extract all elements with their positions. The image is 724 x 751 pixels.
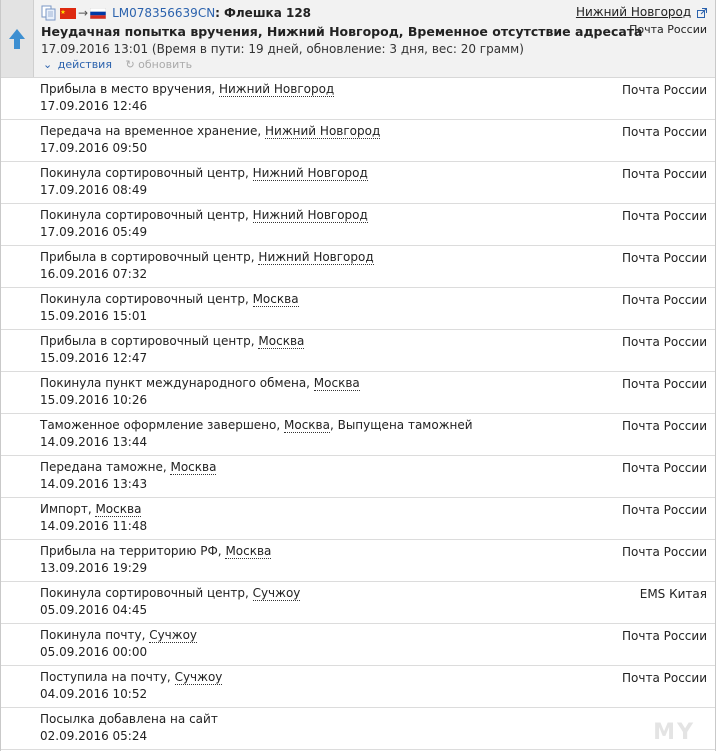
event-service: Почта России (622, 671, 707, 685)
event-row (1, 414, 715, 456)
event-text: Покинула сортировочный центр, (40, 292, 253, 306)
event-row (1, 498, 715, 540)
event-text: Прибыла в сортировочный центр, (40, 250, 259, 264)
event-row (1, 708, 715, 750)
actions-label: действия (57, 58, 112, 71)
event-description (40, 292, 715, 309)
event-service: Почта России (622, 167, 707, 181)
event-row (1, 456, 715, 498)
event-datetime: 05.09.2016 00:00 (40, 645, 148, 659)
event-service: Почта России (622, 419, 707, 433)
status-meta: 17.09.2016 13:01 (Время в пути: 19 дней, обновление: 3 дня, вес: 20 грамм) (41, 42, 524, 56)
event-text: Прибыла в место вручения, (40, 82, 219, 96)
event-description (40, 166, 715, 183)
event-datetime: 15.09.2016 10:26 (40, 393, 148, 407)
event-row (1, 372, 715, 414)
event-service: Почта России (622, 293, 707, 307)
event-description (40, 250, 715, 267)
event-row (1, 78, 715, 120)
event-datetime: 15.09.2016 15:01 (40, 309, 148, 323)
event-location-link[interactable]: Москва (225, 544, 272, 558)
event-datetime: 17.09.2016 09:50 (40, 141, 148, 155)
event-location-link[interactable]: Москва (313, 376, 360, 390)
event-description (40, 670, 715, 687)
copy-icon[interactable] (41, 5, 57, 21)
event-datetime: 17.09.2016 12:46 (40, 99, 148, 113)
event-row (1, 624, 715, 666)
event-location-link[interactable]: Нижний Новгород (218, 82, 335, 96)
event-row (1, 582, 715, 624)
event-text: Покинула сортировочный центр, (40, 208, 253, 222)
event-row (1, 330, 715, 372)
event-description (40, 502, 715, 519)
event-location-link[interactable]: Нижний Новгород (265, 124, 381, 138)
event-service: Почта России (622, 209, 707, 223)
event-location-link[interactable]: Москва (170, 460, 217, 474)
event-suffix: , Выпущена таможней (329, 418, 473, 432)
item-name: Флешка 128 (223, 6, 312, 20)
event-location-link[interactable]: Сучжоу (149, 628, 198, 642)
tracking-header (1, 0, 715, 78)
destination-city-link[interactable]: Нижний Новгород (575, 5, 692, 19)
track-colon: : (215, 6, 220, 20)
event-location-link[interactable]: Москва (252, 292, 299, 306)
event-description (40, 124, 715, 141)
event-text: Импорт, (40, 502, 96, 516)
event-datetime: 16.09.2016 07:32 (40, 267, 148, 281)
event-text: Передана таможне, (40, 460, 171, 474)
event-datetime: 17.09.2016 08:49 (40, 183, 148, 197)
event-description (40, 628, 715, 645)
event-description (40, 418, 715, 435)
event-description (40, 376, 715, 393)
event-description (40, 712, 715, 729)
event-datetime: 14.09.2016 13:43 (40, 477, 148, 491)
event-service: EMS Китая (639, 587, 707, 601)
event-row (1, 540, 715, 582)
event-location-link[interactable]: Москва (95, 502, 142, 516)
event-service: Почта России (622, 83, 707, 97)
event-row (1, 162, 715, 204)
actions-menu[interactable] (41, 58, 115, 71)
event-description (40, 208, 715, 225)
event-service: Почта России (622, 335, 707, 349)
russia-flag-icon (90, 8, 106, 19)
current-status: Неудачная попытка вручения, Нижний Новгород, Временное отсутствие адресата (41, 24, 643, 39)
arrow-up-icon (8, 28, 26, 50)
event-location-link[interactable]: Москва (284, 418, 330, 432)
event-row (1, 204, 715, 246)
event-datetime: 14.09.2016 11:48 (40, 519, 148, 533)
event-service: Почта России (622, 545, 707, 559)
event-datetime: 14.09.2016 13:44 (40, 435, 148, 449)
route-arrow: → (78, 6, 89, 20)
event-location-link[interactable]: Сучжоу (174, 670, 223, 684)
china-flag-icon (60, 8, 76, 19)
events-list (1, 78, 715, 750)
event-text: Прибыла в сортировочный центр, (40, 334, 259, 348)
event-text: Таможенное оформление завершено, (40, 418, 284, 432)
watermark: MY (653, 720, 695, 745)
header-service: Почта России (629, 23, 707, 36)
event-datetime: 15.09.2016 12:47 (40, 351, 148, 365)
event-description (40, 460, 715, 477)
event-description (40, 334, 715, 351)
event-row (1, 288, 715, 330)
event-text: Прибыла на территорию РФ, (40, 544, 226, 558)
event-service: Почта России (622, 377, 707, 391)
event-service: Почта России (622, 503, 707, 517)
event-location-link[interactable]: Сучжоу (252, 586, 301, 600)
event-text: Поступила на почту, (40, 670, 175, 684)
event-datetime: 13.09.2016 19:29 (40, 561, 148, 575)
event-datetime: 05.09.2016 04:45 (40, 603, 148, 617)
event-description (40, 586, 715, 603)
event-row (1, 666, 715, 708)
event-location-link[interactable]: Нижний Новгород (258, 250, 374, 264)
event-text: Покинула сортировочный центр, (40, 166, 253, 180)
event-service: Почта России (622, 461, 707, 475)
event-location-link[interactable]: Москва (258, 334, 305, 348)
event-location-link[interactable]: Нижний Новгород (252, 166, 368, 180)
event-datetime: 04.09.2016 10:52 (40, 687, 148, 701)
event-service: Почта России (622, 125, 707, 139)
chevron-down-icon: ⌄ (43, 58, 53, 71)
event-text: Передача на временное хранение, (40, 124, 266, 138)
event-datetime: 02.09.2016 05:24 (40, 729, 148, 743)
event-description (40, 544, 715, 561)
track-number-link[interactable]: LM078356639CN (112, 6, 216, 20)
event-text: Покинула почту, (40, 628, 150, 642)
event-text: Посылка добавлена на сайт (40, 712, 218, 726)
event-service: Почта России (622, 629, 707, 643)
event-datetime: 17.09.2016 05:49 (40, 225, 148, 239)
event-row (1, 246, 715, 288)
event-row (1, 120, 715, 162)
refresh-button[interactable] (115, 58, 192, 71)
external-link-icon[interactable] (697, 8, 707, 18)
event-text: Покинула пункт международного обмена, (40, 376, 314, 390)
event-service: Почта России (622, 251, 707, 265)
refresh-label: обновить (138, 58, 193, 71)
collapse-button[interactable] (1, 0, 34, 77)
event-text: Покинула сортировочный центр, (40, 586, 253, 600)
event-location-link[interactable]: Нижний Новгород (252, 208, 368, 222)
refresh-icon: ↻ (125, 58, 135, 71)
event-description (40, 82, 715, 99)
